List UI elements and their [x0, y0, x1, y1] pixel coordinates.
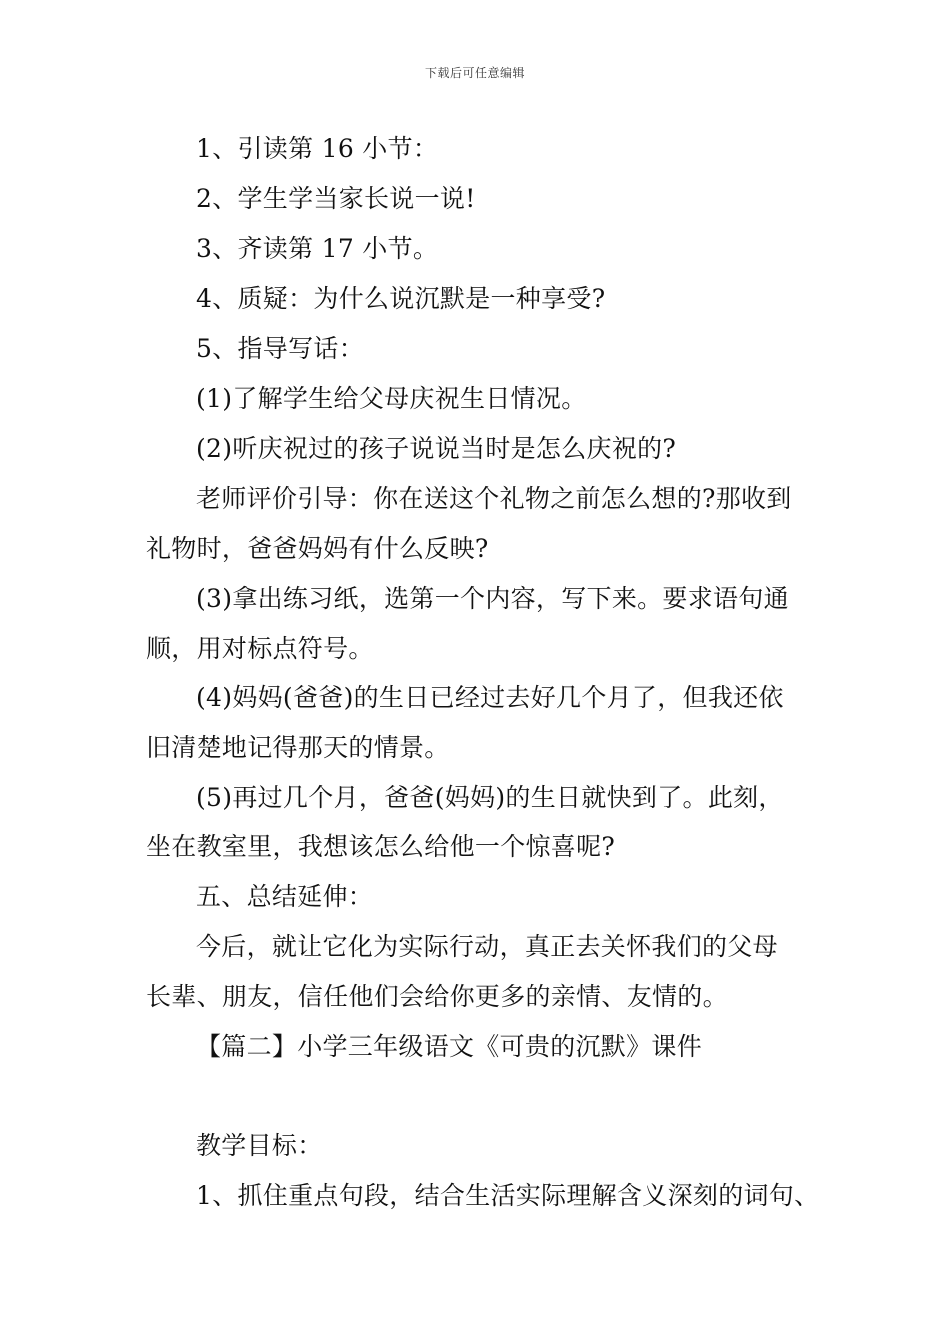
text-line: 3、齐读第 17 小节。: [196, 234, 439, 263]
text-line: 2、学生学当家长说一说!: [196, 184, 476, 213]
text-line: 4、质疑：为什么说沉默是一种享受?: [196, 284, 606, 313]
text-line: (2)听庆祝过的孩子说说当时是怎么庆祝的?: [196, 434, 677, 463]
text-line: 长辈、朋友，信任他们会给你更多的亲情、友情的。: [146, 982, 728, 1011]
section-heading: 教学目标：: [196, 1131, 323, 1160]
text-line: 顺，用对标点符号。: [146, 634, 374, 663]
text-line: (3)拿出练习纸，选第一个内容，写下来。要求语句通: [196, 584, 789, 613]
text-line: (5)再过几个月，爸爸(妈妈)的生日就快到了。此刻，: [196, 783, 784, 812]
text-line: 老师评价引导：你在送这个礼物之前怎么想的?那收到: [196, 484, 792, 513]
page-header: 下载后可任意编辑: [424, 66, 525, 80]
text-line: 今后，就让它化为实际行动，真正去关怀我们的父母: [196, 932, 778, 961]
text-line: 1、引读第 16 小节：: [196, 134, 439, 163]
text-line: 坐在教室里，我想该怎么给他一个惊喜呢?: [146, 832, 616, 861]
article-title: 【篇二】小学三年级语文《可贵的沉默》课件: [196, 1032, 703, 1061]
text-line: 1、抓住重点句段，结合生活实际理解含义深刻的词句、: [196, 1181, 820, 1210]
text-line: (4)妈妈(爸爸)的生日已经过去好几个月了，但我还依: [196, 683, 784, 712]
text-line: 旧清楚地记得那天的情景。: [146, 733, 450, 762]
section-heading: 五、总结延伸：: [196, 882, 374, 911]
text-line: (1)了解学生给父母庆祝生日情况。: [196, 384, 587, 413]
text-line: 礼物时，爸爸妈妈有什么反映?: [146, 534, 489, 563]
text-line: 5、指导写话：: [196, 334, 365, 363]
